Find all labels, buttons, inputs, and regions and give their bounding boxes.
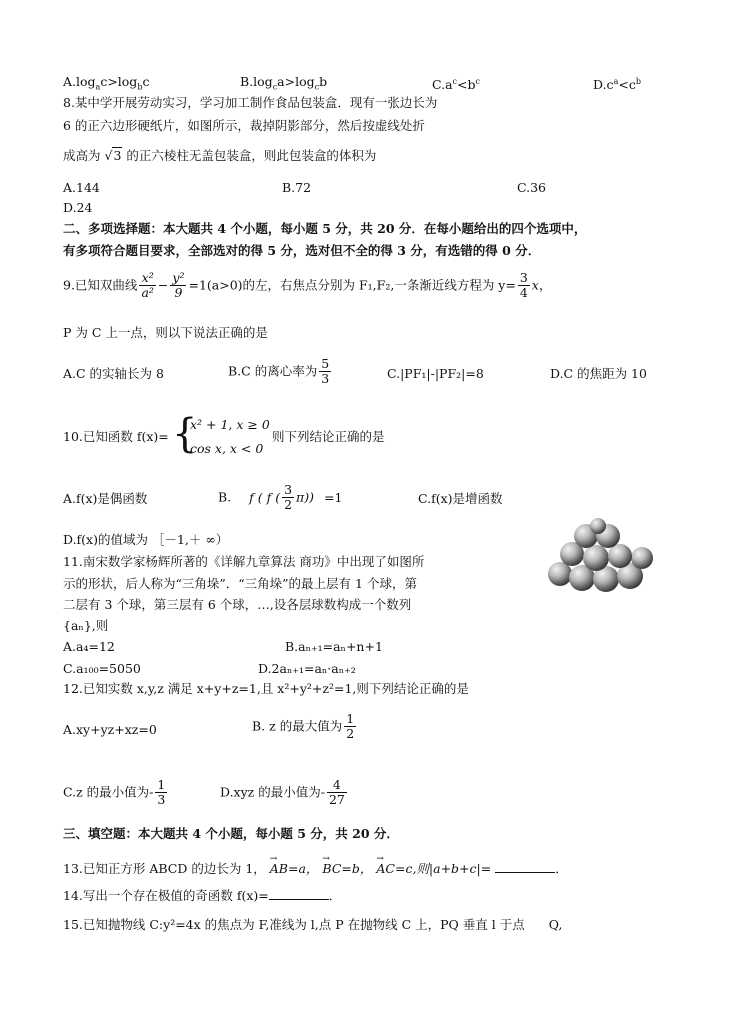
q8-option-d: D.24 bbox=[63, 200, 93, 215]
sphere-pile-image bbox=[546, 518, 654, 596]
piecewise-brace: { bbox=[172, 411, 198, 457]
q7-option-d: $D.c^a<c^b$ bbox=[593, 77, 641, 93]
q14-line: 14.写出一个存在极值的奇函数 f(x)= ． bbox=[63, 888, 342, 903]
q12-frac-4-27: $\frac{4}{27}$ bbox=[328, 777, 345, 807]
q9-option-c: C.|PF₁|-|PF₂|=8 bbox=[387, 366, 484, 381]
q9-option-a: A.C 的实轴长为 8 bbox=[63, 366, 164, 381]
answer-blank-14[interactable] bbox=[269, 887, 329, 900]
q9-line-2: P 为 C 上一点，则以下说法正确的是 bbox=[63, 325, 268, 340]
sqrt-symbol: √ bbox=[104, 148, 113, 163]
q10-option-d: D.f(x)的值域为 ［－1,＋ ∞） bbox=[63, 532, 229, 547]
q15-line: 15.已知抛物线 C:y²=4x 的焦点为 F,准线为 l,点 P 在抛物线 C 上，PQ 垂直 l 于点 Q, bbox=[63, 917, 563, 932]
q9-frac-5-3: $\frac{5}{3}$ bbox=[321, 356, 330, 386]
q12-frac-1-2: $\frac{1}{2}$ bbox=[346, 711, 355, 741]
q8-option-b: B.72 bbox=[282, 180, 312, 195]
q12-option-c: C.z 的最小值为- $\frac{1}{3}$ bbox=[63, 777, 166, 807]
q7-option-a: $A.\log_ac>\log_bc$ bbox=[63, 74, 150, 92]
q11-option-d: D.2aₙ₊₁=aₙ·aₙ₊₂ bbox=[258, 661, 356, 676]
q11-option-a: A.a₄=12 bbox=[63, 639, 115, 654]
q9-option-d: D.C 的焦距为 10 bbox=[550, 366, 647, 381]
section2-header-line-2: 有多项符合题目要求，全部选对的得 5 分，选对但不全的得 3 分，有选错的得 0 分． bbox=[63, 243, 541, 258]
section3-header: 三、填空题：本大题共 4 个小题，每小题 5 分，共 20 分． bbox=[63, 826, 399, 841]
q7-option-b: $B.\log_ca>\log_cb$ bbox=[240, 74, 328, 92]
q8-option-a: A.144 bbox=[63, 180, 100, 195]
vector-ac: → AC bbox=[376, 857, 395, 877]
q10-prefix: 10.已知函数 f(x)= bbox=[63, 429, 169, 444]
q11-line-3: 二层有 3 个球，第三层有 6 个球，…,设各层球数构成一个数列 bbox=[63, 597, 412, 612]
q10-case-2: cos x, x < 0 bbox=[190, 441, 264, 456]
q8-line-3: 成高为 √3 的正六棱柱无盖包装盒，则此包装盒的体积为 bbox=[63, 148, 377, 163]
vector-bc: → BC bbox=[322, 857, 341, 877]
q10-case-1: x² + 1, x ≥ 0 bbox=[190, 417, 270, 432]
q10-option-a: A.f(x)是偶函数 bbox=[63, 491, 148, 506]
q11-line-2: 示的形状，后人称为“三角垛”．“三角垛”的最上层有 1 个球，第 bbox=[63, 576, 417, 591]
q13-line: 13.已知正方形 ABCD 的边长为 1， → AB=a， → BC=b， → AC=c,则|a+b+c|= ． bbox=[63, 857, 568, 877]
q9-option-b: B.C 的离心率为 $\frac{5}{3}$ bbox=[228, 356, 330, 386]
q10-option-c: C.f(x)是增函数 bbox=[418, 491, 503, 506]
q9-frac-x2-a2: $\frac{\text{x²}}{\text{a²}}$ bbox=[141, 270, 154, 300]
q10-suffix: 则下列结论正确的是 bbox=[272, 429, 385, 444]
q8-option-c: C.36 bbox=[517, 180, 546, 195]
q11-option-c: C.a₁₀₀=5050 bbox=[63, 661, 141, 676]
q9-line-1: 9.已知双曲线 $\frac{\text{x²}}{\text{a²}}$ − $\frac{\text{y²}}{9}$ =1(a>0)的左，右焦点分别为 F₁,F₂,一条渐近线方程为 y= $\frac{3}{4}$ x， bbox=[63, 270, 552, 300]
q11-option-b: B.aₙ₊₁=aₙ+n+1 bbox=[285, 639, 383, 654]
vector-ab: → AB bbox=[270, 857, 288, 877]
q12-option-d: D.xyz 的最小值为- $\frac{4}{27}$ bbox=[220, 777, 345, 807]
q8-line-2: 6 的正六边形硬纸片，如图所示，裁掉阴影部分，然后按虚线处折 bbox=[63, 118, 425, 133]
answer-blank-13[interactable] bbox=[495, 860, 555, 873]
q12-option-a: A.xy+yz+xz=0 bbox=[63, 722, 157, 737]
q11-line-1: 11.南宋数学家杨辉所著的《详解九章算法 商功》中出现了如图所 bbox=[63, 554, 425, 569]
q9-frac-3-4: $\frac{3}{4}$ bbox=[519, 270, 528, 300]
q11-line-4: {aₙ},则 bbox=[63, 618, 109, 633]
q12-option-b: B. z 的最大值为 $\frac{1}{2}$ bbox=[252, 711, 355, 741]
q10-option-b: B. f ( f ( $\frac{3}{2}$ π)) =1 bbox=[218, 482, 343, 512]
q12-frac-1-3: $\frac{1}{3}$ bbox=[157, 777, 166, 807]
section2-header-line-1: 二、多项选择题：本大题共 4 个小题，每小题 5 分，共 20 分．在每小题给出的四个选项中， bbox=[63, 221, 587, 236]
q9-frac-y2-9: $\frac{\text{y²}}{9}$ bbox=[172, 270, 185, 300]
q7-option-c: $C.a^c<b^c$ bbox=[432, 77, 480, 93]
q10-frac-3-2: $\frac{3}{2}$ bbox=[284, 482, 293, 512]
q8-line-1: 8.某中学开展劳动实习，学习加工制作食品包装盒．现有一张边长为 bbox=[63, 95, 438, 110]
sphere-group bbox=[548, 518, 653, 592]
q12-line-1: 12.已知实数 x,y,z 满足 x+y+z=1,且 x²+y²+z²=1,则下列结论正确的是 bbox=[63, 681, 469, 696]
